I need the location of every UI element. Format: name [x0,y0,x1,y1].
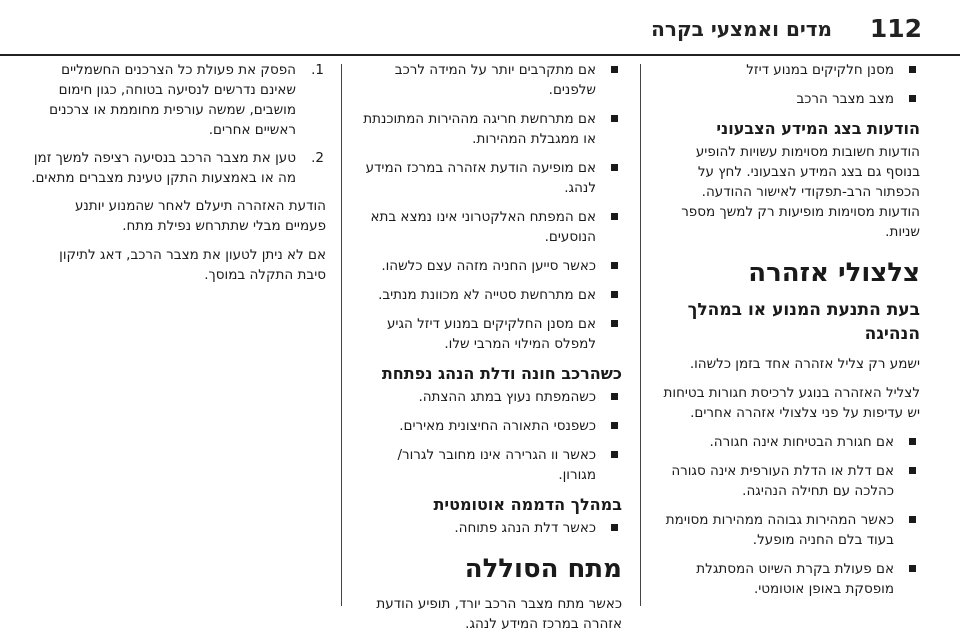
autostop-heading: במהלך הדממה אוטומטית [433,495,622,514]
battery-paragraph-2: אם לא ניתן לטעון את מצבר הרכב, דאג לתיקון סיבת התקלה במוסך. [59,247,326,283]
autostop-list [356,518,622,538]
engine-warning-list [658,432,920,599]
chapter-title: מדים ואמצעי בקרה [651,17,832,41]
battery-paragraph-1: הודעת האזהרה תיעלם לאחר שהמנוע יותנע פעמיים מבלי שתתרחש נפילת מתח. [74,198,326,234]
list-item: כאשר וו הגרירה אינו מחובר לגרור/ מגורון. [356,445,622,485]
list-item: כאשר דלת הנהג פתוחה. [356,518,622,538]
list-item: אם המפתח האלקטרוני אינו נמצא בתא הנוסעים. [356,207,622,247]
list-item: אם פעולת בקרת השיוט המסתגלת מופסקת באופן אוטומטי. [658,559,920,599]
page-header [0,0,960,54]
column-right [658,60,920,608]
list-item: אם מתקרבים יותר על המידה לרכב שלפנים. [356,60,622,100]
list-item: כשהמפתח נעוץ במתג ההצתה. [356,387,622,407]
step-number: 1. [311,62,324,78]
list-item: אם חגורת הבטיחות אינה חגורה. [658,432,920,452]
list-item [30,60,326,140]
list-item: כאשר המהירות גבוהה ממהירות מסוימת בעוד בלם החניה מופעל. [658,510,920,550]
list-item: אם מתרחשת חריגה מההירות המתוכנתת או ממגבלת המהירות. [356,109,622,149]
battery-steps-list [30,60,326,188]
list-item [30,148,326,188]
warning-chimes-title: צלצולי אזהרה [748,258,920,288]
battery-voltage-title: מתח הסוללה [464,554,622,584]
step-number: 2. [311,150,324,166]
list-item: כשפנסי התאורה החיצונית מאירים. [356,416,622,436]
list-item: מסנן חלקיקים במנוע דיזל [658,60,920,80]
info-messages-text: הודעות חשובות מסוימות עשויות להופיע בנוסף גם בצג המידע הצבעוני. לחץ על הכפתור הרב-תפקודי לאישור ההודעה. הודעות מסוימות מופיעות רק למשך מספר שניות. [681,144,920,240]
column-middle [356,60,622,643]
parked-heading: כשהרכב חונה ודלת הנהג נפתחת [381,364,622,383]
column-divider [341,64,342,606]
list-item: אם דלת או הדלת העורפית אינה סגורה כהלכה עם תחילה הנהיגה. [658,461,920,501]
column-left [30,60,326,294]
engine-paragraph-2: לצליל האזהרה בנוגע לרכיסת חגורות בטיחות יש עדיפות על פני צלצולי אזהרה אחרים. [663,385,920,421]
step-text: הפסק את פעולת כל הצרכנים החשמליים שאינם נדרשים לנסיעה בטוחה, כגון חימום מושבים, שמשה עורפית מחוממת או צרכנים ראשיים אחרים. [49,62,296,138]
list-item: אם מתרחשת סטייה לא מכוונת מנתיב. [356,285,622,305]
page-number: 112 [869,14,922,43]
battery-voltage-text: כאשר מתח מצבר הרכב יורד, תופיע הודעת אזהרה במרכז המידע לנהג. [376,596,622,632]
header-rule [0,54,960,56]
list-item: אם מסנן החלקיקים במנוע דיזל הגיע למפלס המילוי המרבי שלו. [356,314,622,354]
info-messages-heading: הודעות בצג המידע הצבעוני [716,119,920,138]
col2-top-list [356,60,622,354]
engine-start-heading: בעת התנעת המנוע או במהלך הנהיגה [687,300,920,344]
list-item: כאשר סייען החניה מזהה עצם כלשהו. [356,256,622,276]
list-item: אם מופיעה הודעת אזהרה במרכז המידע לנהג. [356,158,622,198]
engine-paragraph-1: ישמע רק צליל אזהרה אחד בזמן כלשהו. [689,356,920,372]
column-divider [640,64,641,606]
parked-list [356,387,622,485]
col1-top-list [658,60,920,109]
list-item: מצב מצבר הרכב [658,89,920,109]
step-text: טען את מצבר הרכב בנסיעה רציפה למשך זמן מה או באמצעות התקן טעינת מצברים מתאים. [31,150,296,186]
